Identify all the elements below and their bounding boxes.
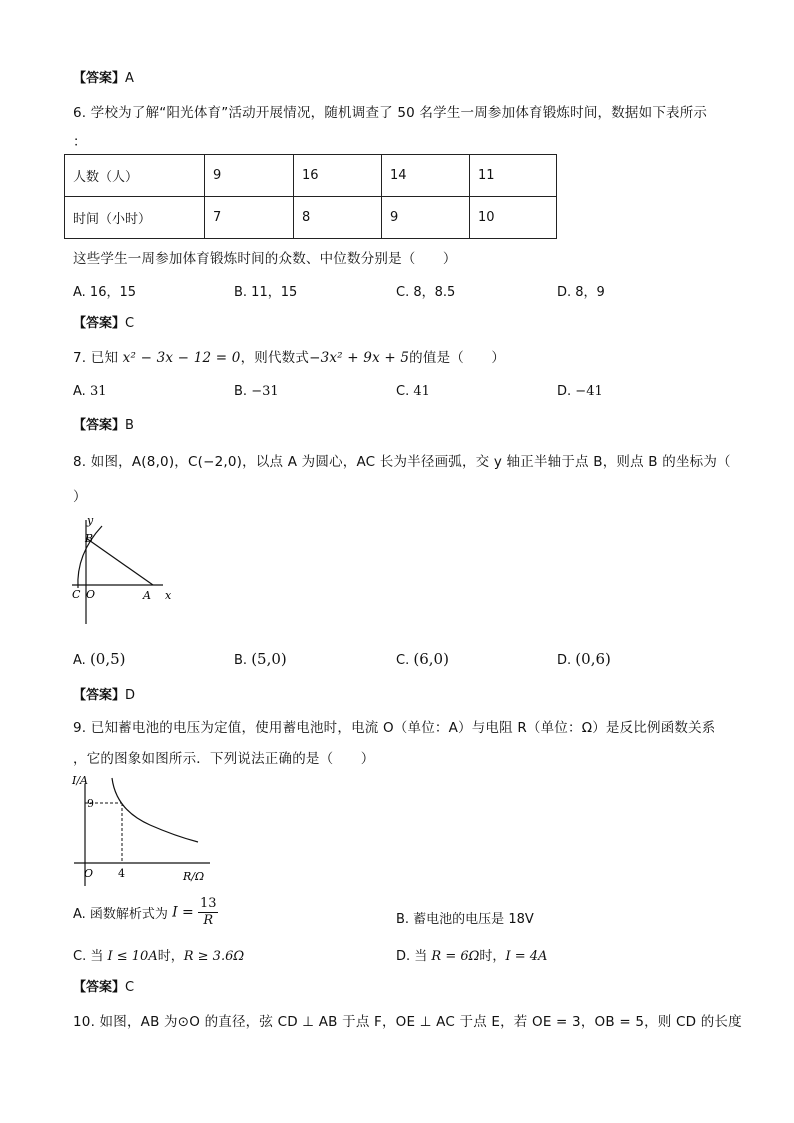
origin-label: O (84, 867, 94, 880)
q7-option-d (557, 384, 603, 399)
table-row (65, 155, 557, 197)
option-value: (0,6) (575, 650, 611, 668)
question-6-table (64, 154, 557, 239)
option-letter: C. (396, 384, 410, 399)
q7-middle: ，则代数式 (240, 350, 310, 366)
option-d-mid: 时， (479, 949, 506, 964)
option-c-result: R ≥ 3.6Ω (183, 949, 245, 964)
y-tick-label: 9 (87, 797, 94, 810)
answer-label: 【答案】 (73, 71, 126, 86)
option-letter: B. (234, 384, 248, 399)
q8-option-c (396, 650, 449, 668)
question-9-figure (70, 770, 220, 890)
q8-option-d (557, 650, 611, 668)
answer-q5 (73, 67, 134, 86)
answer-q6 (73, 312, 134, 331)
q9-option-c (73, 945, 244, 964)
q7-suffix: 的值是（ ） (409, 350, 506, 366)
answer-label: 【答案】 (73, 980, 126, 995)
table-cell: 14 (382, 155, 470, 197)
answer-value: D (125, 688, 136, 703)
point-c-label: C (72, 588, 81, 601)
option-c-condition: I ≤ 10A (107, 949, 158, 964)
table-cell: 9 (205, 155, 294, 197)
table-header-time: 时间（小时） (65, 197, 205, 239)
option-c-mid: 时， (157, 949, 184, 964)
hyperbola-curve (112, 778, 198, 842)
q7-option-c (396, 384, 430, 399)
question-8-figure (66, 512, 176, 627)
table-header-count: 人数（人） (65, 155, 205, 197)
option-value: −41 (575, 384, 603, 399)
question-9-stem: 9. 已知蓄电池的电压为定值，使用蓄电池时，电流 O（单位：A）与电阻 R（单位：Ω）是反比例函数关系 (73, 720, 716, 736)
point-b-label: B (85, 532, 94, 545)
table-cell: 8 (294, 197, 382, 239)
q7-expression: −3x² + 9x + 5 (309, 350, 410, 366)
y-label: y (87, 514, 94, 527)
option-d-prefix: D. 当 (396, 949, 428, 964)
answer-value: C (125, 316, 135, 331)
option-value: (0,5) (89, 650, 126, 668)
x-label: x (165, 589, 172, 602)
x-tick-label: 4 (118, 867, 125, 880)
option-a-lhs: I = (172, 904, 194, 921)
question-6-question: 这些学生一周参加体育锻炼时间的众数、中位数分别是（ ） (73, 251, 457, 267)
table-cell: 9 (382, 197, 470, 239)
option-letter: D. (557, 384, 572, 399)
point-a-label: A (143, 589, 151, 602)
q6-option-a: A. 16，15 (73, 285, 137, 300)
segment-ab (86, 538, 153, 585)
option-d-condition: R = 6Ω (431, 949, 480, 964)
question-10-stem: 10. 如图，AB 为⊙O 的直径，弦 CD ⊥ AB 于点 F，OE ⊥ AC 于点 E，若 OE = 3，OB = 5，则 CD 的长度 (73, 1014, 742, 1030)
fraction-numerator: 13 (199, 896, 217, 911)
question-6-stem-cont: ： (73, 134, 87, 150)
x-axis-label: R/Ω (183, 870, 205, 883)
answer-q7 (73, 414, 134, 433)
answer-value: C (125, 980, 135, 995)
option-value: −31 (251, 384, 279, 399)
q7-prefix: 7. 已知 (73, 350, 119, 366)
q7-equation: x² − 3x − 12 = 0 (122, 350, 241, 366)
q6-option-b: B. 11，15 (234, 285, 298, 300)
option-value: (5,0) (251, 650, 287, 668)
option-letter: A. (73, 653, 86, 668)
q9-option-d (396, 945, 547, 964)
option-letter: A. (73, 384, 86, 399)
option-letter: B. (234, 653, 248, 668)
table-cell: 11 (470, 155, 557, 197)
question-8-stem: 8. 如图，A(8,0)，C(−2,0)，以点 A 为圆心，AC 长为半径画弧，交 y 轴正半轴于点 B，则点 B 的坐标为（ (73, 454, 731, 470)
answer-q8 (73, 684, 135, 703)
q7-option-a (73, 384, 106, 399)
option-letter: D. (557, 653, 572, 668)
answer-label: 【答案】 (73, 688, 126, 703)
q8-option-b (234, 650, 287, 668)
option-value: 41 (413, 384, 430, 399)
table-cell: 7 (205, 197, 294, 239)
question-9-stem-cont: ，它的图象如图所示．下列说法正确的是（ ） (73, 751, 375, 767)
option-d-result: I = 4A (505, 949, 548, 964)
option-c-prefix: C. 当 (73, 949, 104, 964)
q6-option-d: D. 8，9 (557, 285, 605, 300)
option-value: 31 (89, 384, 107, 399)
q9-option-b: B. 蓄电池的电压是 18V (396, 912, 534, 927)
q7-option-b (234, 384, 279, 399)
answer-value: B (125, 418, 134, 433)
answer-label: 【答案】 (73, 316, 126, 331)
question-6-stem: 6. 学校为了解“阳光体育”活动开展情况，随机调查了 50 名学生一周参加体育锻炼时间，数据如下表所示 (73, 105, 708, 121)
q8-option-a (73, 650, 126, 668)
question-8-stem-cont: ） (73, 489, 87, 505)
answer-value: A (125, 71, 134, 86)
option-a-text: A. 函数解析式为 (73, 907, 168, 922)
origin-label: O (86, 588, 96, 601)
table-cell: 10 (470, 197, 557, 239)
table-row (65, 197, 557, 239)
fraction-denominator: R (203, 913, 214, 928)
option-value: (6,0) (413, 650, 449, 668)
table-cell: 16 (294, 155, 382, 197)
answer-label: 【答案】 (73, 418, 126, 433)
y-axis-label: I/A (72, 774, 88, 787)
q6-option-c: C. 8，8.5 (396, 285, 456, 300)
option-letter: C. (396, 653, 410, 668)
q9-option-a (73, 896, 218, 929)
answer-q9 (73, 976, 134, 995)
fraction (198, 896, 219, 929)
question-7-stem (73, 346, 505, 366)
